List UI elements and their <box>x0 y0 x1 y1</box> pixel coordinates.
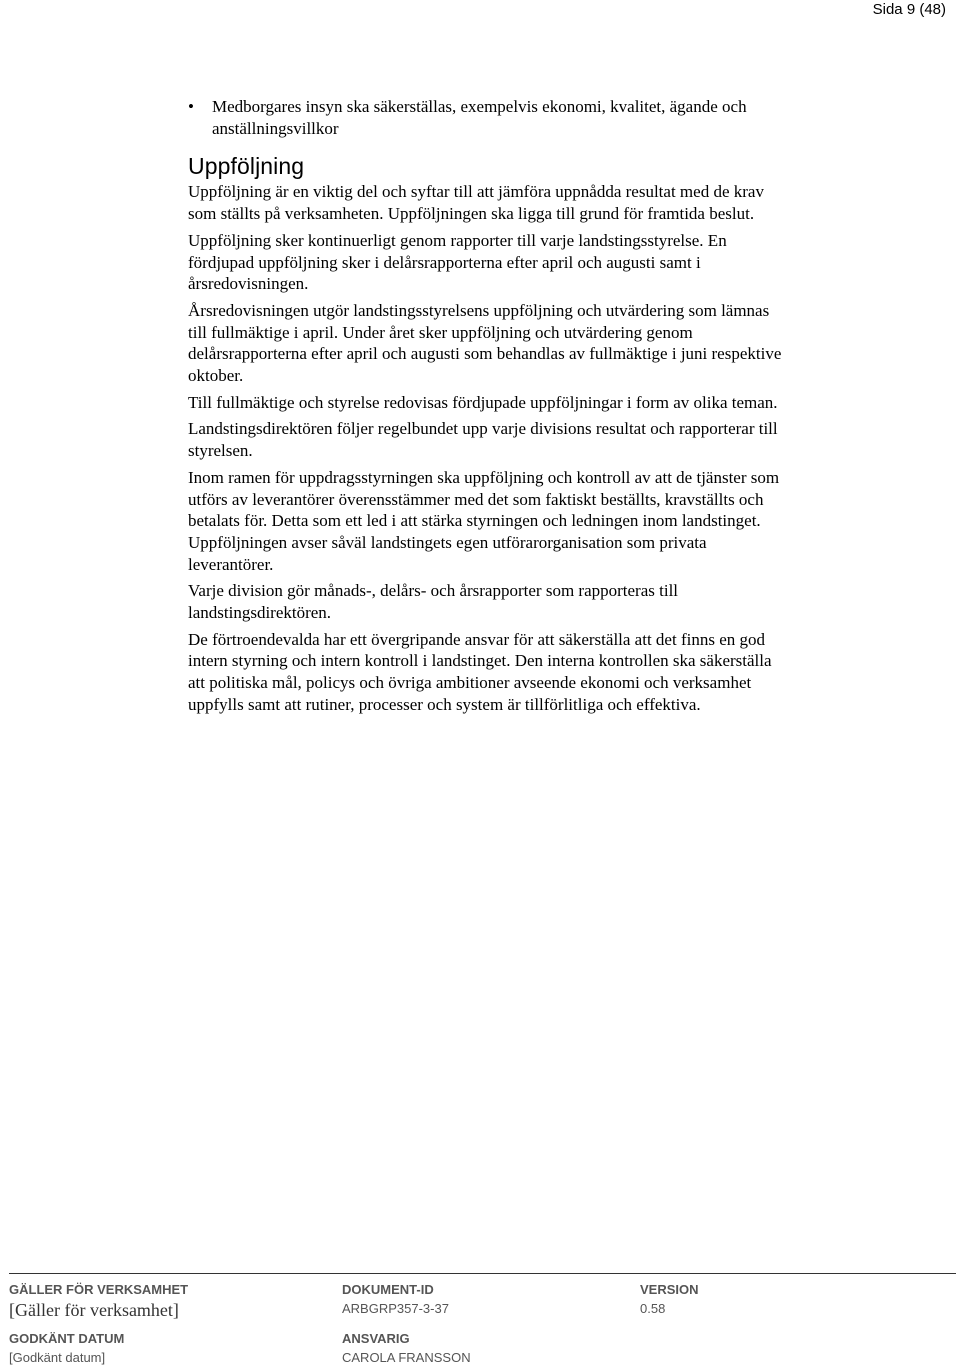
paragraph: Landstingsdirektören följer regelbundet upp varje divisions resultat och rapporterar till styrelsen. <box>188 419 778 461</box>
footer-ansvarig-value: CAROLA FRANSSON <box>342 1350 471 1365</box>
footer-godkant-label: GODKÄNT DATUM <box>9 1331 125 1346</box>
paragraph: Till fullmäktige och styrelse redovisas fördjupade uppföljningar i form av olika teman. <box>188 392 778 412</box>
footer-version-value: 0.58 <box>640 1301 666 1316</box>
footer-galler-value: [Gäller för verksamhet] <box>9 1300 179 1320</box>
section-heading: Uppföljning <box>188 153 305 180</box>
bullet-item <box>188 96 788 139</box>
footer-godkant-value: [Godkänt datum] <box>9 1350 106 1365</box>
paragraph: De förtroendevalda har ett övergripande ansvar för att säkerställa att det finns en god intern styrning och intern kontroll i landstinget. Den interna kontrollen ska säkerställa att politiska mål, policys och övriga ambitioner avseende ekonomi och verksamhet uppfylls samt att rutiner, processer och system är tillförlitliga och effektiva. <box>188 629 772 714</box>
paragraph: Årsredovisningen utgör landstingsstyrelsens uppföljning och utvärdering som lämnas till fullmäktige i april. Under året sker uppföljning och utvärdering genom delårsrapporterna efter april och augusti som behandlas av fullmäktige i juni respektive oktober. <box>188 300 782 386</box>
footer-dokument-label: DOKUMENT-ID <box>342 1282 434 1297</box>
paragraph: Uppföljning sker kontinuerligt genom rapporter till varje landstingsstyrelse. En fördjupad uppföljning sker i delårsrapporterna efter april och augusti samt i årsredovisningen. <box>188 230 727 294</box>
footer-galler-label: GÄLLER FÖR VERKSAMHET <box>9 1282 189 1297</box>
page-number: Sida 9 (48) <box>872 1 946 18</box>
footer-dokument-value: ARBGRP357-3-37 <box>342 1301 449 1316</box>
document-footer <box>9 1273 956 1365</box>
footer-version-label: VERSION <box>640 1282 699 1297</box>
paragraph: Inom ramen för uppdragsstyrningen ska uppföljning och kontroll av att de tjänster som utförs av leverantörer överensstämmer med det som faktiskt beställts, kravställts och betalats för. Detta som ett led i att stärka styrningen och ledningen inom landstinget. Uppföljningen avser såväl landstingets egen utförarorganisation som privata leverantörer. <box>188 467 780 574</box>
paragraph: Uppföljning är en viktig del och syftar till att jämföra uppnådda resultat med de krav som ställts på verksamheten. Uppföljningen ska ligga till grund för framtida beslut. <box>188 182 764 224</box>
paragraph: Varje division gör månads-, delårs- och årsrapporter som rapporteras till landstingsdirektören. <box>188 581 679 623</box>
bullet-icon: • <box>188 97 194 116</box>
bullet-text: Medborgares insyn ska säkerställas, exempelvis ekonomi, kvalitet, ägande och anställningsvillkor <box>212 97 747 138</box>
footer-ansvarig-label: ANSVARIG <box>342 1331 410 1346</box>
document-body <box>188 96 788 721</box>
